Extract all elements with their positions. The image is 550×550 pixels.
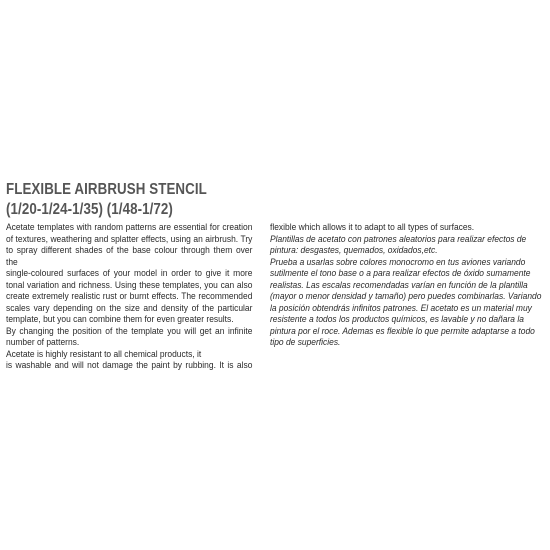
english-line: to spray different shades of the base colour through them over the xyxy=(6,245,253,268)
english-line: is washable and will not damage the paint by rubbing. It is also xyxy=(6,360,253,371)
english-line: By changing the position of the template you will get an infinite xyxy=(6,325,253,337)
spanish-line: pintura por el roce. Ademas es flexible lo que permite adaptarse a todo xyxy=(270,325,535,337)
english-line: template, but you can combine them for even greater results. xyxy=(6,314,234,325)
spanish-description xyxy=(270,234,550,349)
title-line-1: FLEXIBLE AIRBRUSH STENCIL xyxy=(6,181,207,198)
english-line: single-coloured surfaces of your model in order to give it more xyxy=(6,268,253,279)
spanish-line: realistas. Las escalas recomendadas varían en función de la plantilla xyxy=(270,279,528,291)
title-line-2: (1/20-1/24-1/35) (1/48-1/72) xyxy=(6,201,173,218)
right-column xyxy=(270,222,550,349)
product-title xyxy=(6,180,207,220)
spanish-line: Plantillas de acetato con patrones aleatorios para realizar efectos de xyxy=(270,233,527,245)
spanish-line: tipo de superficies. xyxy=(270,337,341,348)
english-line: Acetate is highly resistant to all chemical products, it xyxy=(6,348,202,360)
english-line: Acetate templates with random patterns are essential for creation xyxy=(6,222,253,233)
spanish-line: pintura: desgastes, quemados, oxidados,etc. xyxy=(270,245,438,256)
spanish-line: (mayor o menor densidad y tamaño) pero puedes combinarlas. Variando xyxy=(270,291,542,302)
english-description xyxy=(6,222,252,372)
english-continuation: flexible which allows it to adapt to all types of surfaces. xyxy=(270,222,475,233)
spanish-line: Prueba a usarlas sobre colores monocromo en tus aviones variando xyxy=(270,256,526,268)
english-line: create extremely realistic rust or burnt effects. The recommended xyxy=(6,291,253,302)
spanish-line: sutilmente el tono base o a para realizar efectos de óxido sumamente xyxy=(270,268,531,279)
english-line: number of patterns. xyxy=(6,337,80,348)
spanish-line: la posición obtendrás infinitos patrones. El acetato es un material muy xyxy=(270,302,532,314)
english-line: of textures, weathering and splatter effects, using an airbrush. Try xyxy=(6,233,253,245)
english-line: scales vary depending on the size and density of the particular xyxy=(6,302,253,314)
english-line: tonal variation and richness. Using these templates, you can also xyxy=(6,279,253,291)
spanish-line: resistente a todos los productos químicos, es lavable y no dañara la xyxy=(270,314,524,325)
